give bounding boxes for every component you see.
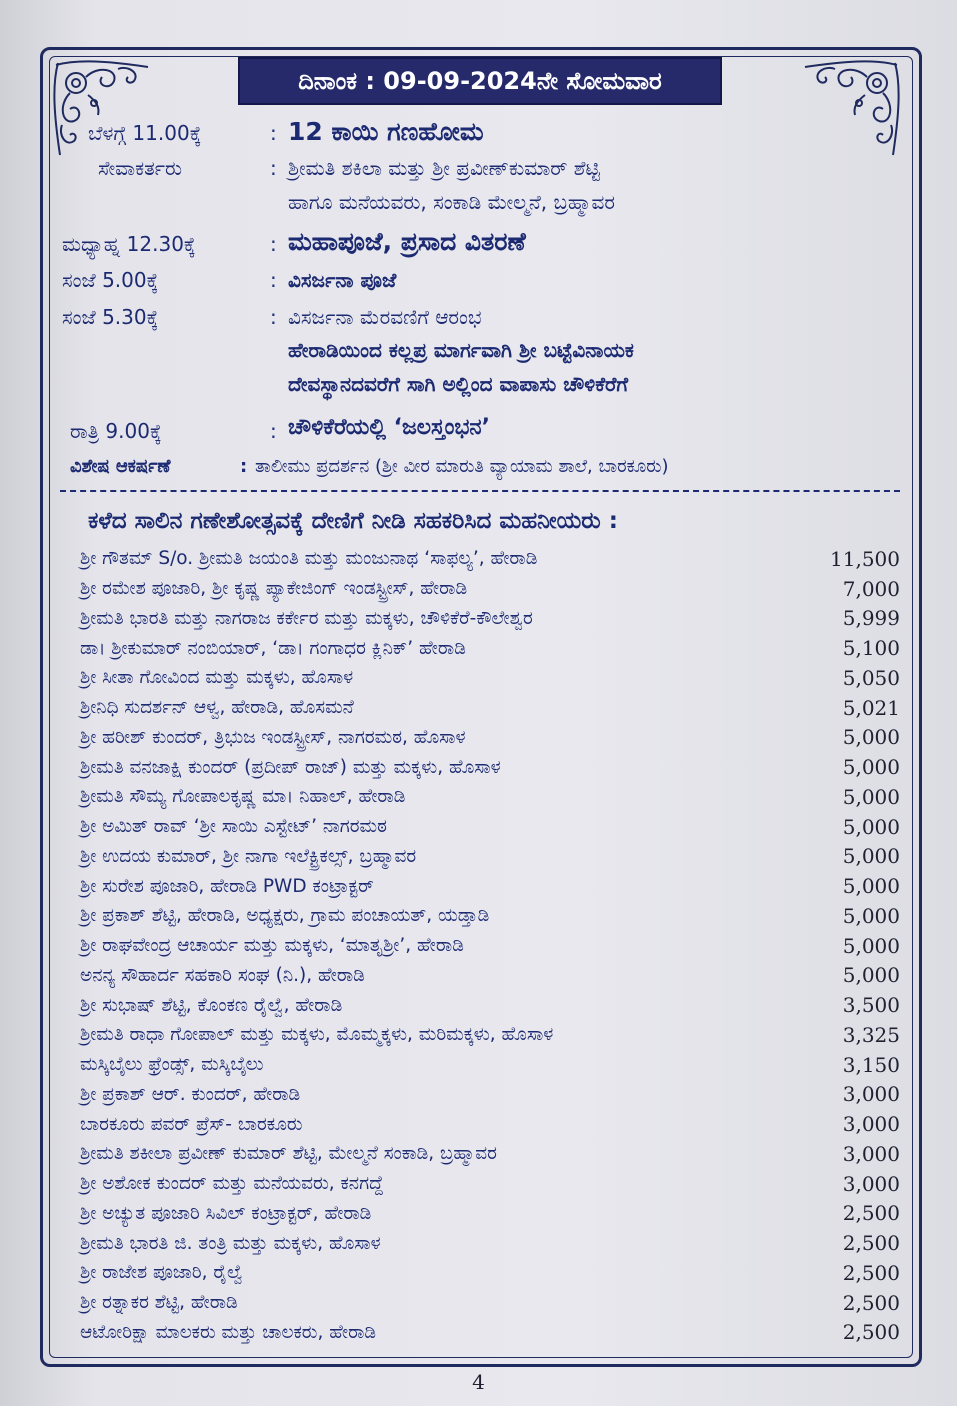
donor-row	[80, 842, 900, 872]
donor-name: ಶ್ರೀ ರಾಜೇಶ ಪೂಜಾರಿ, ರೈಲ್ವೆ	[80, 1262, 244, 1284]
donor-name: ಶ್ರೀ ಉದಯ ಕುಮಾರ್, ಶ್ರೀ ನಾಗಾ ಇಲೆಕ್ಟ್ರಿಕಲ್ಸ್, ಬ್ರಹ್ಮಾವರ	[80, 845, 417, 867]
special-attraction-text: ತಾಲೀಮು ಪ್ರದರ್ಶನ (ಶ್ರೀ ವೀರ ಮಾರುತಿ ವ್ಯಾಯಾಮ ಶಾಲೆ, ಬಾರಕೂರು)	[255, 456, 669, 477]
donor-amount: 3,000	[842, 1112, 900, 1137]
donor-row	[80, 1199, 900, 1229]
donor-row	[80, 871, 900, 901]
colon: :	[270, 419, 277, 443]
donor-amount: 3,325	[842, 1022, 900, 1047]
donor-amount: 11,500	[830, 546, 900, 571]
donor-amount: 5,050	[842, 665, 900, 690]
donor-amount: 7,000	[842, 576, 900, 601]
schedule-event: 12 ಕಾಯಿ ಗಣಹೋಮ	[288, 117, 484, 146]
section-divider	[60, 490, 900, 492]
colon: :	[270, 268, 277, 292]
donor-amount: 5,100	[842, 636, 900, 661]
donor-name: ಶ್ರೀ ಹರೀಶ್ ಕುಂದರ್, ತ್ರಿಭುಜ ಇಂಡಸ್ಟ್ರೀಸ್, ನಾಗರಮಠ, ಹೊಸಾಳ	[80, 726, 466, 748]
donor-row	[80, 1050, 900, 1080]
donor-name: ಶ್ರೀ ರಮೇಶ ಪೂಜಾರಿ, ಶ್ರೀ ಕೃಷ್ಣ ಪ್ಯಾಕೇಜಿಂಗ್ ಇಂಡಸ್ಟ್ರೀಸ್, ಹೇರಾಡಿ	[80, 578, 468, 600]
donor-amount: 5,000	[842, 933, 900, 958]
donor-name: ಶ್ರೀ ಪ್ರಕಾಶ್ ಆರ್. ಕುಂದರ್, ಹೇರಾಡಿ	[80, 1083, 301, 1105]
donor-row	[80, 901, 900, 931]
donor-amount: 2,500	[842, 1231, 900, 1256]
special-attraction-label: ವಿಶೇಷ ಆಕರ್ಷಣೆ	[70, 456, 171, 477]
schedule-event: ಹಾಗೂ ಮನೆಯವರು, ಸಂಕಾಡಿ ಮೇಲ್ಮನೆ, ಬ್ರಹ್ಮಾವರ	[288, 190, 615, 214]
donor-name: ಶ್ರೀ ರತ್ನಾಕರ ಶೆಟ್ಟಿ, ಹೇರಾಡಿ	[80, 1292, 238, 1314]
donor-row	[80, 961, 900, 991]
schedule-time: ಬೆಳಗ್ಗೆ 11.00ಕ್ಕೆ	[88, 121, 202, 145]
donor-name: ಶ್ರೀಮತಿ ವನಜಾಕ್ಷಿ ಕುಂದರ್ (ಪ್ರದೀಪ್ ರಾಜ್) ಮತ್ತು ಮಕ್ಕಳು, ಹೊಸಾಳ	[80, 756, 501, 778]
schedule-time: ಮಧ್ಯಾಹ್ನ 12.30ಕ್ಕೆ	[62, 232, 196, 256]
colon: :	[270, 156, 277, 180]
donor-name: ಶ್ರೀ ಅಶೋಕ ಕುಂದರ್ ಮತ್ತು ಮನೆಯವರು, ಕನಗದ್ದೆ	[80, 1173, 384, 1195]
donor-row	[80, 1228, 900, 1258]
corner-ornament-top-left	[48, 55, 163, 170]
donor-amount: 5,000	[842, 755, 900, 780]
donor-row	[80, 1288, 900, 1318]
donor-amount: 5,021	[842, 695, 900, 720]
schedule-event: ಹೇರಾಡಿಯಿಂದ ಕಲ್ಲಪ್ರ ಮಾರ್ಗವಾಗಿ ಶ್ರೀ ಬಟ್ಟೆವಿನಾಯಕ	[288, 338, 634, 362]
donor-row	[80, 1258, 900, 1288]
donor-amount: 2,500	[842, 1201, 900, 1226]
donor-amount: 5,000	[842, 814, 900, 839]
donor-name: ಅನನ್ಯ ಸೌಹಾರ್ದ ಸಹಕಾರಿ ಸಂಘ (ನಿ.), ಹೇರಾಡಿ	[80, 964, 365, 986]
donor-row	[80, 604, 900, 634]
colon: :	[270, 232, 277, 256]
donor-name: ಶ್ರೀನಿಧಿ ಸುದರ್ಶನ್ ಆಳ್ವ, ಹೇರಾಡಿ, ಹೊಸಮನೆ	[80, 697, 354, 719]
donor-amount: 3,000	[842, 1171, 900, 1196]
schedule-event: ಮಹಾಪೂಜೆ, ಪ್ರಸಾದ ವಿತರಣೆ	[288, 227, 526, 256]
donor-amount: 2,500	[842, 1260, 900, 1285]
schedule-time: ರಾತ್ರಿ 9.00ಕ್ಕೆ	[70, 419, 162, 443]
donors-section-title: ಕಳೆದ ಸಾಲಿನ ಗಣೇಶೋತ್ಸವಕ್ಕೆ ದೇಣಿಗೆ ನೀಡಿ ಸಹಕರಿಸಿದ ಮಹನೀಯರು :	[88, 508, 618, 534]
donor-name: ಶ್ರೀಮತಿ ಸೌಮ್ಯ ಗೋಪಾಲಕೃಷ್ಣ ಮಾ। ನಿಹಾಲ್, ಹೇರಾಡಿ	[80, 786, 406, 808]
donor-amount: 3,500	[842, 993, 900, 1018]
donor-row	[80, 1139, 900, 1169]
donor-row	[80, 782, 900, 812]
schedule-event: ಶ್ರೀಮತಿ ಶಕಿಲಾ ಮತ್ತು ಶ್ರೀ ಪ್ರವೀಣ್‌ಕುಮಾರ್ ಶೆಟ್ಟಿ	[288, 156, 600, 180]
donor-row	[80, 663, 900, 693]
donor-name: ಶ್ರೀ ಸೀತಾ ಗೋವಿಂದ ಮತ್ತು ಮಕ್ಕಳು, ಹೊಸಾಳ	[80, 667, 354, 689]
donor-row	[80, 1080, 900, 1110]
donor-row	[80, 812, 900, 842]
donor-name: ಶ್ರೀ ರಾಘವೇಂದ್ರ ಆಚಾರ್ಯ ಮತ್ತು ಮಕ್ಕಳು, ‘ಮಾತೃಶ್ರೀ’, ಹೇರಾಡಿ	[80, 935, 464, 957]
donor-row	[80, 1109, 900, 1139]
donor-row	[80, 723, 900, 753]
schedule-event: ಚೌಳಿಕೆರೆಯಲ್ಲಿ ‘ಜಲಸ್ತಂಭನ’	[288, 415, 490, 440]
donor-name: ಬಾರಕೂರು ಪವರ್ ಪ್ರೆಸ್- ಬಾರಕೂರು	[80, 1113, 303, 1135]
donor-name: ಡಾ। ಶ್ರೀಕುಮಾರ್ ನಂಬಿಯಾರ್, ‘ಡಾ। ಗಂಗಾಧರ ಕ್ಲಿನಿಕ್’ ಹೇರಾಡಿ	[80, 637, 466, 659]
donor-amount: 3,150	[842, 1052, 900, 1077]
corner-ornament-top-right	[790, 55, 905, 170]
colon: :	[270, 121, 277, 145]
donor-amount: 3,000	[842, 1141, 900, 1166]
donor-amount: 2,500	[842, 1320, 900, 1345]
donor-name: ಶ್ರೀ ಸುರೇಶ ಪೂಜಾರಿ, ಹೇರಾಡಿ PWD ಕಂಟ್ರಾಕ್ಟರ್	[80, 875, 374, 897]
donor-row	[80, 1169, 900, 1199]
schedule-time: ಸಂಜೆ 5.00ಕ್ಕೆ	[62, 268, 159, 292]
page-number: 4	[472, 1370, 485, 1394]
schedule-time: ಸೇವಾಕರ್ತರು	[98, 156, 182, 180]
donor-amount: 5,000	[842, 725, 900, 750]
donor-amount: 5,000	[842, 963, 900, 988]
donor-row	[80, 574, 900, 604]
colon: :	[240, 456, 248, 477]
donor-name: ಶ್ರೀ ಗೌತಮ್ S/o. ಶ್ರೀಮತಿ ಜಯಂತಿ ಮತ್ತು ಮಂಜುನಾಥ ‘ಸಾಫಲ್ಯ’, ಹೇರಾಡಿ	[80, 548, 538, 570]
donor-name: ಶ್ರೀಮತಿ ಶಕೀಲಾ ಪ್ರವೀಣ್ ಕುಮಾರ್ ಶೆಟ್ಟಿ, ಮೇಲ್ಮನೆ ಸಂಕಾಡಿ, ಬ್ರಹ್ಮಾವರ	[80, 1143, 497, 1165]
donor-amount: 2,500	[842, 1290, 900, 1315]
donor-name: ಆಟೋರಿಕ್ಷಾ ಮಾಲಕರು ಮತ್ತು ಚಾಲಕರು, ಹೇರಾಡಿ	[80, 1321, 377, 1343]
donor-name: ಶ್ರೀ ಅಚ್ಯುತ ಪೂಜಾರಿ ಸಿವಿಲ್ ಕಂಟ್ರಾಕ್ಟರ್, ಹೇರಾಡಿ	[80, 1202, 372, 1224]
date-banner: ದಿನಾಂಕ : 09-09-2024ನೇ ಸೋಮವಾರ	[238, 57, 722, 105]
donor-amount: 5,000	[842, 844, 900, 869]
schedule-event: ವಿಸರ್ಜನಾ ಪೂಜೆ	[288, 268, 397, 292]
donor-name: ಶ್ರೀಮತಿ ರಾಧಾ ಗೋಪಾಲ್ ಮತ್ತು ಮಕ್ಕಳು, ಮೊಮ್ಮಕ್ಕಳು, ಮರಿಮಕ್ಕಳು, ಹೊಸಾಳ	[80, 1024, 554, 1046]
donor-row	[80, 693, 900, 723]
donor-row	[80, 1020, 900, 1050]
schedule-event: ದೇವಸ್ಥಾನದವರೆಗೆ ಸಾಗಿ ಅಲ್ಲಿಂದ ವಾಪಾಸು ಚೌಳಿಕೆರೆಗೆ	[288, 372, 629, 396]
donor-name: ಶ್ರೀಮತಿ ಭಾರತಿ ಜಿ. ತಂತ್ರಿ ಮತ್ತು ಮಕ್ಕಳು, ಹೊಸಾಳ	[80, 1232, 381, 1254]
donor-row	[80, 931, 900, 961]
donor-amount: 5,000	[842, 874, 900, 899]
donor-row	[80, 544, 900, 574]
donor-amount: 5,000	[842, 784, 900, 809]
schedule-time: ಸಂಜೆ 5.30ಕ್ಕೆ	[62, 305, 159, 329]
donor-amount: 3,000	[842, 1082, 900, 1107]
schedule-event: ವಿಸರ್ಜನಾ ಮೆರವಣಿಗೆ ಆರಂಭ	[288, 305, 482, 329]
donor-name: ಮಸ್ಕಿಬೈಲು ಫ್ರೆಂಡ್ಸ್, ಮಸ್ಕಿಬೈಲು	[80, 1054, 264, 1076]
donor-amount: 5,000	[842, 903, 900, 928]
donor-name: ಶ್ರೀ ಸುಭಾಷ್ ಶೆಟ್ಟಿ, ಕೊಂಕಣ ರೈಲ್ವೆ, ಹೇರಾಡಿ	[80, 994, 343, 1016]
colon: :	[270, 305, 277, 329]
donor-name: ಶ್ರೀ ಪ್ರಕಾಶ್ ಶೆಟ್ಟಿ, ಹೇರಾಡಿ, ಅಧ್ಯಕ್ಷರು, ಗ್ರಾಮ ಪಂಚಾಯತ್, ಯಡ್ತಾಡಿ	[80, 905, 490, 927]
donor-row	[80, 633, 900, 663]
donor-row	[80, 752, 900, 782]
donor-name: ಶ್ರೀಮತಿ ಭಾರತಿ ಮತ್ತು ನಾಗರಾಜ ಕರ್ಕೇರ ಮತ್ತು ಮಕ್ಕಳು, ಚೌಳಿಕೆರೆ-ಕೌಲೇಶ್ವರ	[80, 607, 533, 629]
donor-list	[80, 544, 900, 1347]
donor-row	[80, 990, 900, 1020]
donor-amount: 5,999	[842, 606, 900, 631]
donor-row	[80, 1318, 900, 1348]
donor-name: ಶ್ರೀ ಅಮಿತ್ ರಾವ್ ‘ಶ್ರೀ ಸಾಯಿ ಎಸ್ಟೇಟ್’ ನಾಗರಮಠ	[80, 816, 387, 838]
